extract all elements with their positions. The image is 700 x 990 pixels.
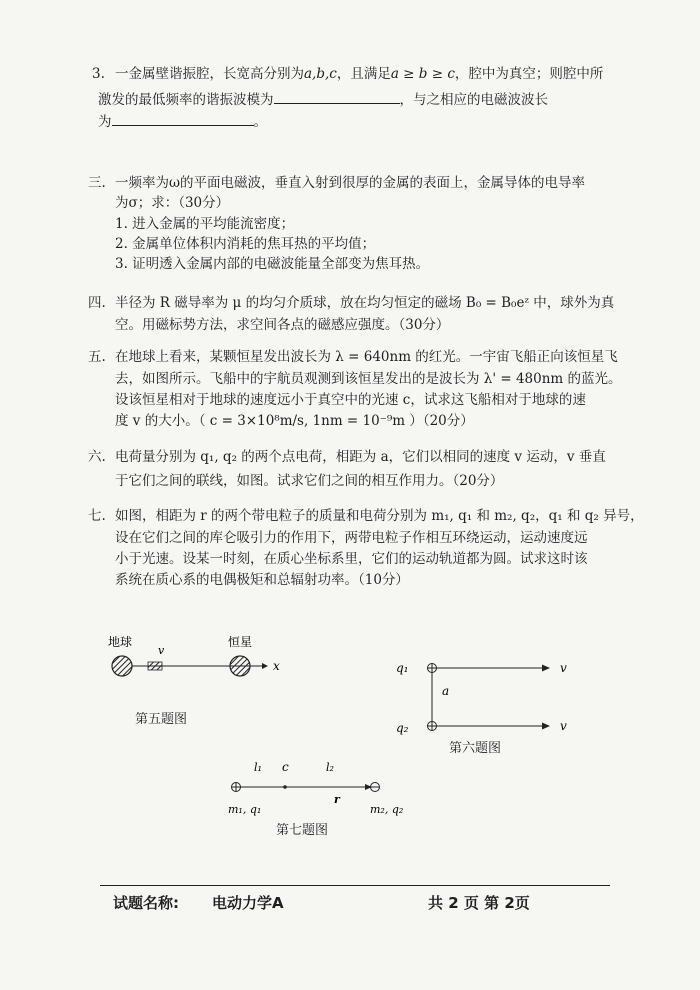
q3-line1b: ，且满足 <box>336 66 391 82</box>
s4-line2: 空。用磁标势方法，求空间各点的磁感应强度。（30分） <box>115 317 450 333</box>
fig7-r-label: r <box>334 793 340 806</box>
fig6-v1-arrowhead <box>542 665 550 672</box>
fig6-caption: 第六题图 <box>449 741 502 756</box>
q3-answer-blank-1[interactable] <box>274 88 400 104</box>
s7-line1: 如图，相距为 r 的两个带电粒子的质量和电荷分别为 m₁, q₁ 和 m₂, q₂，q₁ 和 q₂ 异号， <box>115 508 644 524</box>
s4-number: 四. <box>88 295 106 311</box>
q3-line1c: ，腔中为真空；则腔中所 <box>454 66 604 82</box>
s4-line1: 半径为 R 磁导率为 μ 的均匀介质球，放在均匀恒定的磁场 B₀ = B₀eᶻ 中，球外为真 <box>115 295 615 311</box>
s3-line1: 一频率为ω的平面电磁波，垂直入射到很厚的金属的表面上，金属导体的电导率 <box>115 175 586 191</box>
fig6-v1-label: v <box>560 661 567 675</box>
figure-7-diagram <box>222 755 422 820</box>
s5-line4: 度 v 的大小。（ c = 3×10⁸m/s, 1nm = 10⁻⁹m ）（20分） <box>115 413 474 429</box>
fig7-center-of-mass <box>283 785 287 789</box>
fig7-m2q2-label: m₂, q₂ <box>370 803 404 816</box>
s6-number: 六. <box>88 449 106 465</box>
s7-line3: 小于光速。设某一时刻，在质心坐标系里，它们的运动轨道都为圆。试求这时该 <box>115 551 588 567</box>
s3-number: 三. <box>88 175 106 191</box>
s3-item-3: 3. 证明透入金属内部的电磁波能量全部变为焦耳热。 <box>115 256 430 272</box>
q3-line1a: 一金属壁谐振腔，长宽高分别为 <box>115 66 304 82</box>
fig5-star-label: 恒星 <box>228 635 253 649</box>
fig7-l2-label: l₂ <box>326 761 334 774</box>
fig5-earth-label: 地球 <box>108 635 133 649</box>
fig6-a-label: a <box>442 684 450 698</box>
q3-abc: a,b,c <box>304 66 337 82</box>
fig7-l1-label: l₁ <box>254 761 262 774</box>
figure-5-diagram <box>100 630 300 690</box>
fig5-star-circle <box>230 656 250 676</box>
fig5-caption: 第五题图 <box>135 712 188 727</box>
s3-item-2: 2. 金属单位体积内消耗的焦耳热的平均值； <box>115 236 376 252</box>
footer-rule <box>100 885 610 886</box>
q3-line3a: 为 <box>98 114 112 130</box>
fig7-caption: 第七题图 <box>276 823 329 838</box>
q3-line3 <box>98 110 267 133</box>
fig5-velocity-label: v <box>158 644 165 657</box>
fig5-axis-arrowhead <box>262 663 268 669</box>
s7-line4: 系统在质心系的电偶极矩和总辐射功率。（10分） <box>115 572 409 588</box>
fig6-v2-label: v <box>560 719 567 733</box>
fig6-q1-label: q₁ <box>396 661 409 675</box>
s6-line1: 电荷量分别为 q₁, q₂ 的两个点电荷，相距为 a，它们以相同的速度 v 运动，v 垂直 <box>115 449 606 465</box>
fig5-x-label: x <box>273 659 280 673</box>
fig7-m1q1-label: m₁, q₁ <box>228 803 262 816</box>
fig6-q2-label: q₂ <box>396 721 409 735</box>
s5-line2: 去，如图所示。飞船中的宇航员观测到该恒星发出的是波长为 λ' = 480nm 的蓝光。 <box>115 371 622 387</box>
q3-line2a: 激发的最低频率的谐振波模为 <box>98 92 274 108</box>
s3-item-1: 1. 进入金属的平均能流密度； <box>115 216 295 232</box>
s5-line1: 在地球上看来，某颗恒星发出波长为 λ = 640nm 的红光。一宇宙飞船正向该恒星飞 <box>115 349 618 365</box>
q3-line2b: ，与之相应的电磁波波长 <box>399 92 548 108</box>
q3-line3b: 。 <box>253 114 267 130</box>
q3-line2 <box>98 88 548 111</box>
s6-line2: 于它们之间的联线，如图。试求它们之间的相互作用力。（20分） <box>115 473 504 489</box>
q3-line1 <box>115 63 603 85</box>
s5-line3: 设该恒星相对于地球的速度远小于真空中的光速 c，试求这飞船相对于地球的速 <box>115 392 586 408</box>
q3-number: 3. <box>92 66 105 82</box>
figure-6-diagram <box>392 650 592 740</box>
s7-number: 七. <box>88 508 106 524</box>
fig6-v2-arrowhead <box>542 723 550 730</box>
footer-exam-name: 电动力学A <box>212 894 284 912</box>
s5-number: 五. <box>88 349 106 365</box>
footer-page-count: 共 2 页 第 2页 <box>428 894 530 912</box>
q3-answer-blank-2[interactable] <box>112 110 254 126</box>
s3-line2: 为σ；求：（30分） <box>115 195 230 211</box>
fig5-spaceship-body <box>148 662 162 670</box>
s7-line2: 设在它们之间的库仑吸引力的作用下，两带电粒子作相互环绕运动，运动速度远 <box>115 530 588 546</box>
fig5-earth-circle <box>112 656 132 676</box>
q3-cond: a ≥ b ≥ c <box>390 66 455 82</box>
footer-exam-name-label: 试题名称: <box>113 894 179 912</box>
fig7-c-label: c <box>282 760 289 774</box>
